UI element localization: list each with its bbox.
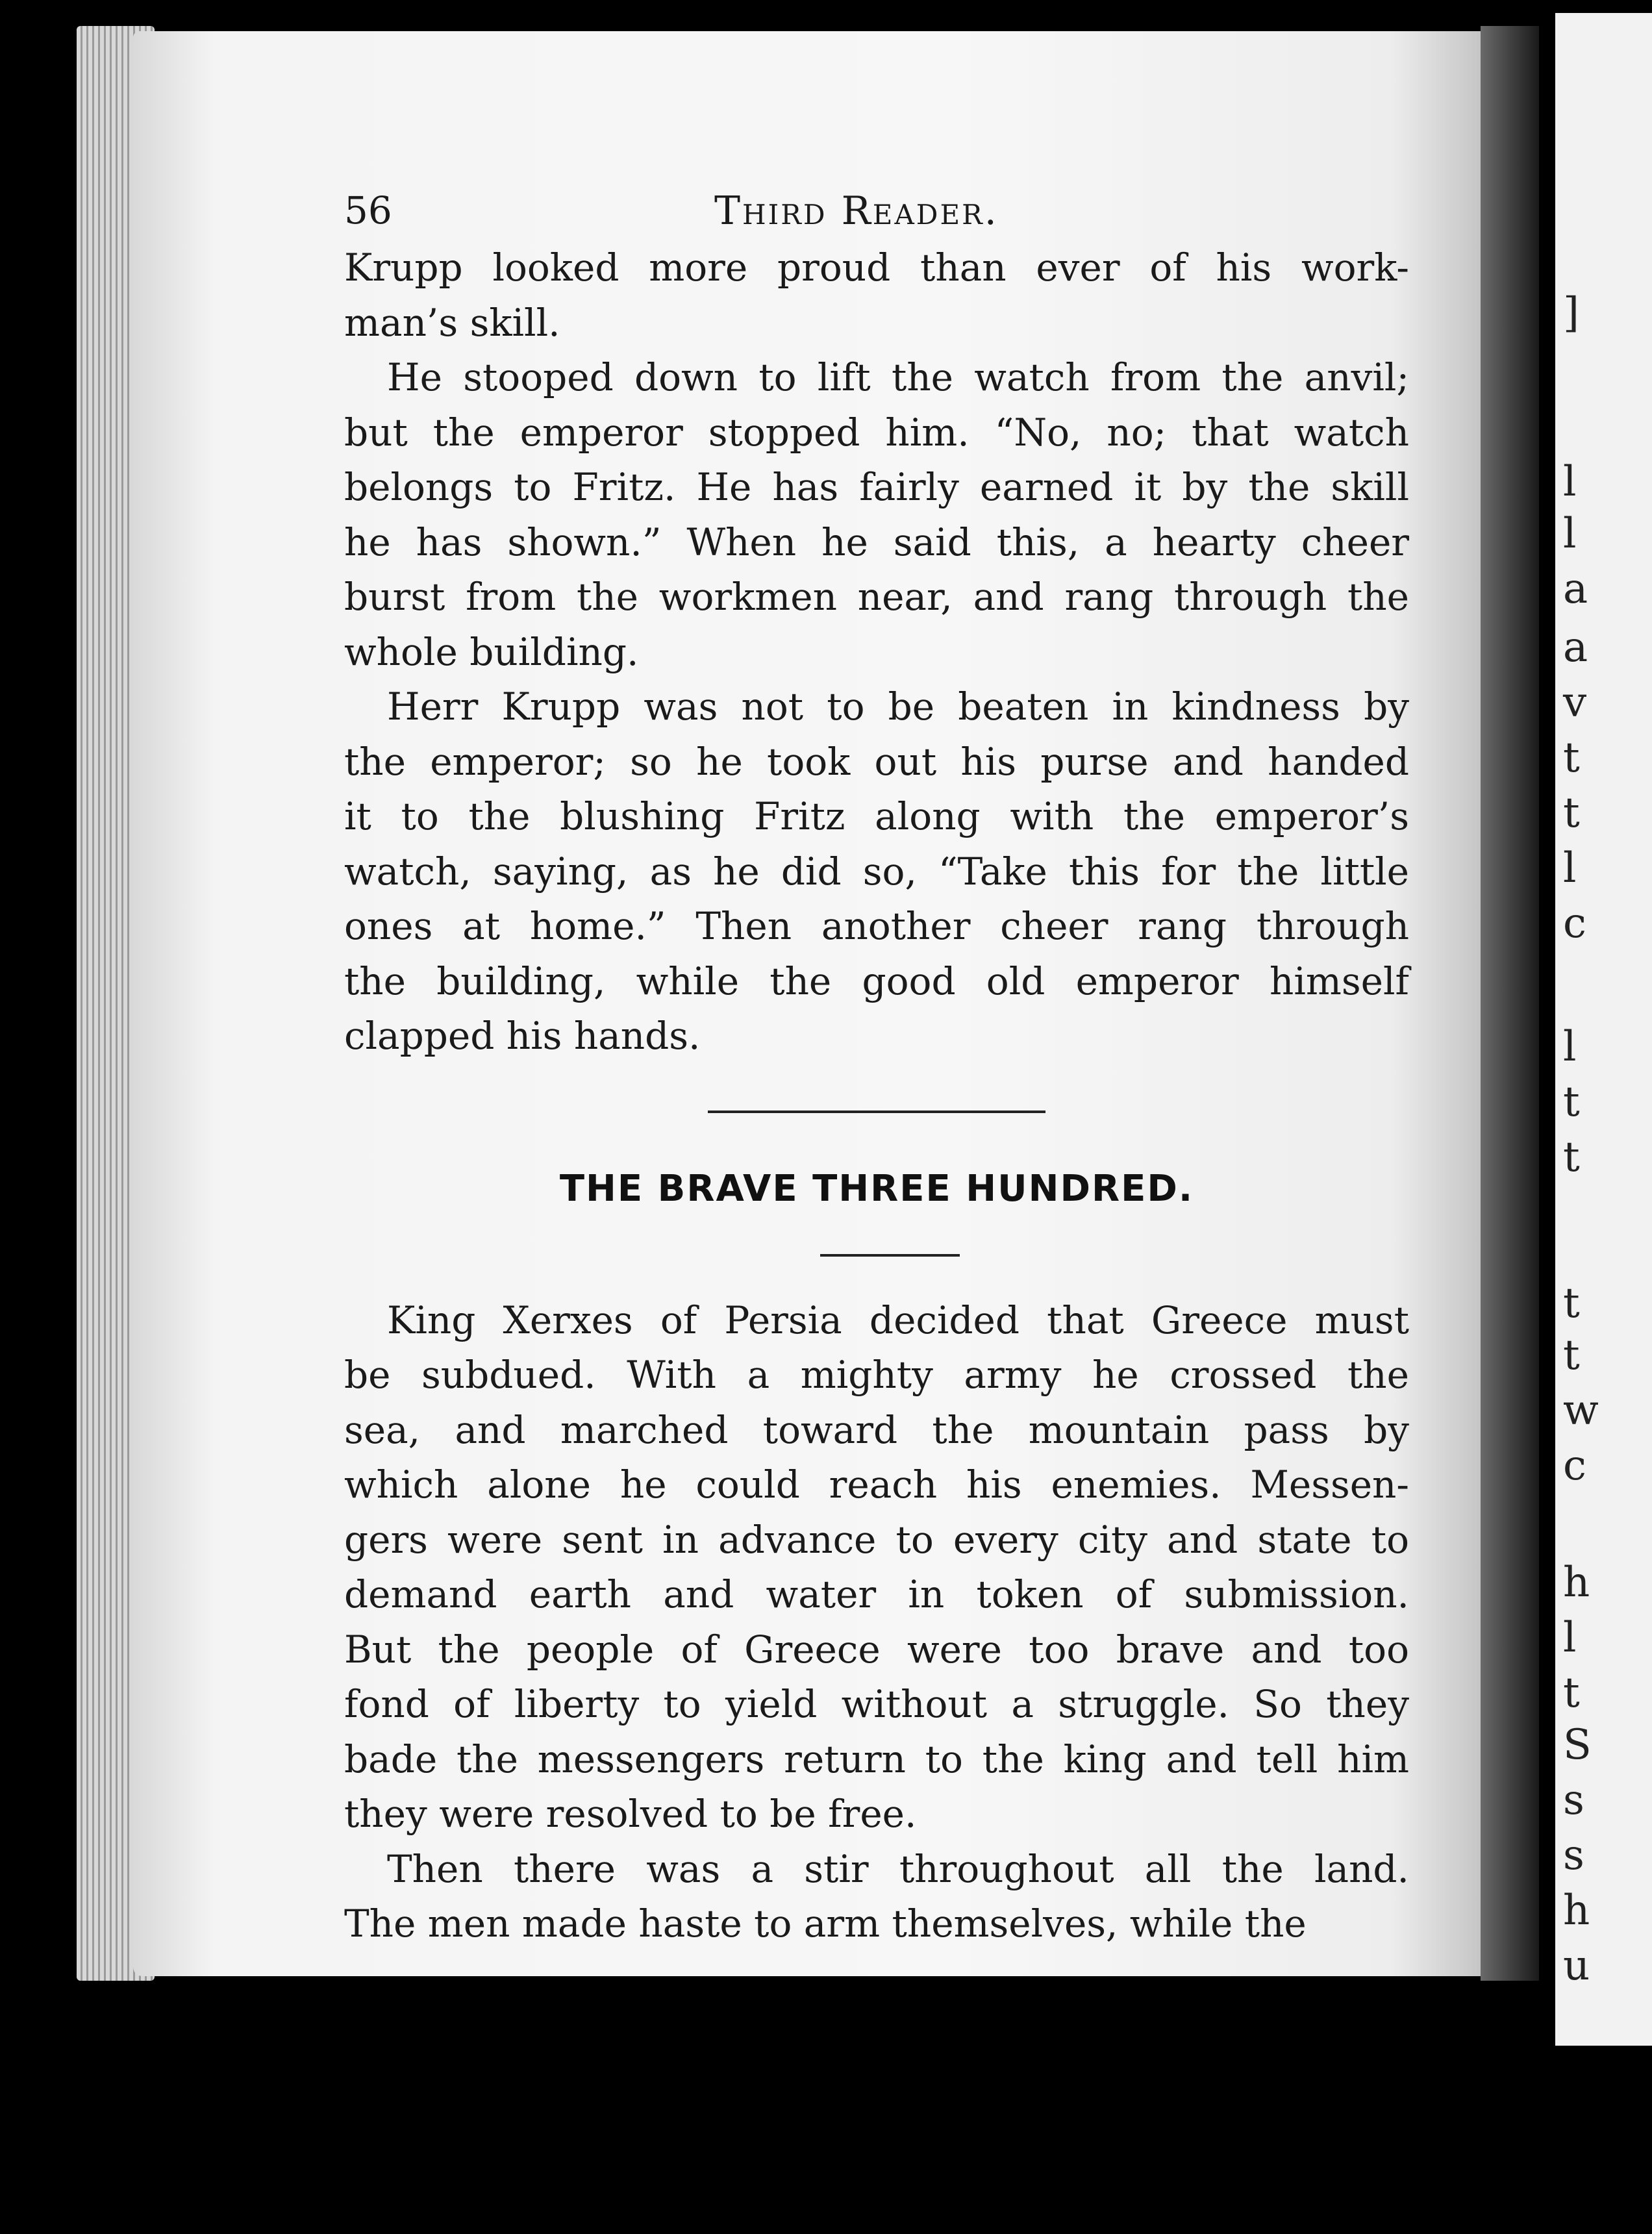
next-page-letter: l	[1563, 1023, 1577, 1071]
text-line: King Xerxes of Persia decided that Greece must	[387, 1298, 1409, 1342]
story-continuation	[344, 240, 1409, 1064]
text-line: demand earth and water in token of submission.	[344, 1572, 1409, 1616]
next-page-letter: h	[1563, 1887, 1590, 1935]
text-line: ones at home.” Then another cheer rang through	[344, 904, 1409, 948]
next-page-letter: t	[1563, 1669, 1580, 1717]
text-line: which alone he could reach his enemies. Messen-	[344, 1462, 1409, 1507]
paragraph	[344, 1293, 1409, 1842]
text-line: it to the blushing Fritz along with the emperor’s	[344, 794, 1409, 838]
title-underline-rule	[820, 1254, 960, 1257]
text-line: the building, while the good old emperor himself	[344, 959, 1409, 1003]
next-page-letter: h	[1563, 1559, 1590, 1607]
paragraph	[344, 1842, 1409, 1952]
next-page-letter: a	[1563, 565, 1588, 613]
text-line: clapped his hands.	[344, 1014, 701, 1058]
text-line: bade the messengers return to the king and tell him	[344, 1737, 1409, 1781]
text-line: gers were sent in advance to every city and state to	[344, 1517, 1409, 1562]
next-page-letter: v	[1563, 679, 1587, 727]
next-page-letter: l	[1563, 510, 1577, 558]
next-page-letter: w	[1563, 1387, 1599, 1435]
gutter-shadow	[1481, 26, 1539, 1981]
text-line: Then there was a stir throughout all the land.	[387, 1846, 1409, 1891]
next-page-letter: l	[1563, 1614, 1577, 1662]
next-page-fragment	[1555, 13, 1652, 2046]
text-line: fond of liberty to yield without a struggle. So they	[344, 1682, 1409, 1726]
text-line: But the people of Greece were too brave and too	[344, 1627, 1409, 1672]
next-page-letter: c	[1563, 1442, 1586, 1490]
text-line: be subdued. With a mighty army he crossed the	[344, 1353, 1409, 1397]
next-page-letter: c	[1563, 899, 1586, 948]
page-number: 56	[344, 188, 392, 232]
text-line: he has shown.” When he said this, a hearty cheer	[344, 520, 1409, 564]
text-line: belongs to Fritz. He has fairly earned it by the skill	[344, 465, 1409, 509]
next-page-letter: ]	[1563, 289, 1579, 337]
text-line: The men made haste to arm themselves, while the	[344, 1901, 1307, 1946]
text-line: they were resolved to be free.	[344, 1792, 917, 1836]
next-page-letter: t	[1563, 1279, 1580, 1327]
running-title: Third Reader.	[714, 188, 999, 234]
paragraph	[344, 240, 1409, 350]
text-line: the emperor; so he took out his purse and handed	[344, 739, 1409, 784]
next-page-letter: a	[1563, 623, 1588, 671]
text-line: Krupp looked more proud than ever of his work-	[344, 245, 1409, 290]
text-line: man’s skill.	[344, 300, 560, 345]
page-text	[344, 182, 1409, 1952]
text-line: burst from the workmen near, and rang through the	[344, 575, 1409, 619]
text-line: but the emperor stopped him. “No, no; that watch	[344, 410, 1409, 455]
next-page-letter: t	[1563, 1331, 1580, 1379]
paragraph	[344, 679, 1409, 1064]
text-line: He stooped down to lift the watch from the anvil;	[387, 355, 1409, 399]
text-line: sea, and marched toward the mountain pass by	[344, 1407, 1409, 1452]
next-page-letter: u	[1563, 1942, 1590, 1990]
text-line: Herr Krupp was not to be beaten in kindness by	[387, 684, 1409, 729]
text-line: watch, saying, as he did so, “Take this for the little	[344, 849, 1409, 894]
next-page-letter: t	[1563, 789, 1580, 837]
next-page-letter: t	[1563, 734, 1580, 782]
section-divider-rule	[708, 1111, 1045, 1113]
paragraph	[344, 350, 1409, 679]
story-opening	[344, 1293, 1409, 1952]
running-head	[344, 182, 1409, 240]
next-page-letter: S	[1563, 1721, 1592, 1769]
section-title: THE BRAVE THREE HUNDRED.	[559, 1167, 1194, 1210]
next-page-letter: l	[1563, 844, 1577, 892]
text-line: whole building.	[344, 629, 639, 674]
next-page-letter: t	[1563, 1078, 1580, 1126]
next-page-letter: t	[1563, 1133, 1580, 1181]
next-page-letter: s	[1563, 1831, 1584, 1879]
next-page-letter: s	[1563, 1776, 1584, 1824]
next-page-letter: l	[1563, 458, 1577, 506]
